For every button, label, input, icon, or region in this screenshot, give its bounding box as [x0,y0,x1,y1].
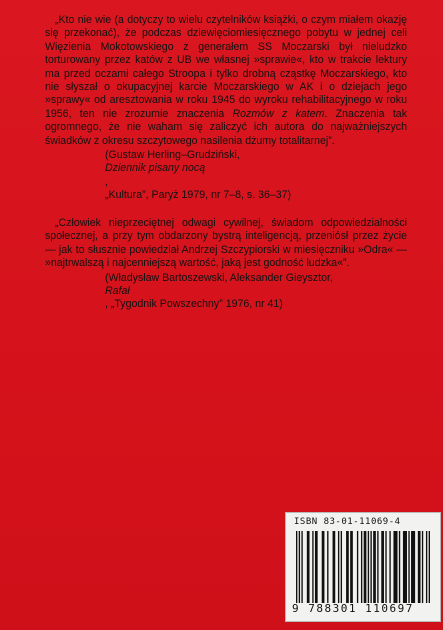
barcode-bar [350,531,353,603]
barcode-bar [346,531,349,603]
barcode-bar [315,531,318,603]
barcode-bar [296,531,297,603]
barcode-bar [418,531,421,603]
quote-body: „Kto nie wie (a dotyczy to wielu czytelników książki, o czym miałem okazję się przekonać), że podczas dziewięciomiesięcznego pobytu w jednej celi Więzienia Mokotowskiego z generałem SS Moczarski był nieludzko torturowany przez katów z UB we własnej »sprawie«, kto w trakcie lektury ma przed oczami całego Stroopa i tylko drobną cząstkę Moczarskiego, kto nie słyszał o okupacyjnej karcie Moczarskiego w AK i o dziejach jego »sprawy« od aresztowania w roku 1945 do wyroku rehabilitacyjnego w roku 1956, ten nie zrozumie znaczenia Rozmów z katem. Znaczenia tak ogromnego, że nie waham się zaliczyć ich autora do najważniejszych świadków z okresu szczytowego nasilenia dżumy totalitarnej”. [45,14,407,147]
barcode-bar [399,531,400,603]
quote-body: „Człowiek nieprzeciętnej odwagi cywilnej, świadom odpowiedzialności społecznej, a przy tym obdarzony bystrą inteligencją, przeniósł przez życie — jak to słusznie powiedział Andrzej Szczypiorski w miesięczniku »Odra« — »najtrwalszą i najcenniejszą wartość, jaką jest godność ludzka«”. [45,217,407,270]
barcode-bar [333,531,336,603]
barcode-bar [429,531,430,603]
barcode-bar [389,531,390,603]
barcode-bar [381,531,384,603]
barcode-bar [338,531,339,603]
barcode-bar [357,531,358,603]
barcode-bar [299,531,300,603]
barcode-bar [307,531,310,603]
barcode-bar [341,531,342,603]
barcode-bar [364,531,367,603]
barcode-bar [373,531,376,603]
barcode-bar [322,531,325,603]
barcode-bar [411,531,415,603]
quote-bartoszewski-gieysztor [45,217,407,312]
barcode-bar [422,531,423,603]
barcode-bar [327,531,328,603]
barcode-bar [408,531,409,603]
ean-number: 9 788301 110697 [292,602,414,615]
barcode-bar [301,531,302,603]
quote-attribution: (Gustaw Herling–Grudziński, Dziennik pisany nocą , „Kultura”, Paryż 1979, nr 7–8, s. 36–37) [105,149,292,202]
quote-attribution: (Władysław Bartoszewski, Aleksander Gieysztor, Rafał , „Tygodnik Powszechny” 1976, nr 41) [105,271,333,311]
barcode-bar [312,531,313,603]
barcode-bar [385,531,386,603]
quote-herling-grudzinski [45,14,407,203]
isbn-number: ISBN 83-01-11069-4 [294,517,401,527]
barcode-bar [393,531,397,603]
barcode-bar [361,531,362,603]
isbn-barcode [285,512,441,622]
barcode-bar [368,531,369,603]
barcode-bar [370,531,371,603]
barcode-bar [377,531,378,603]
barcode-bars [296,531,430,603]
barcode-bar [426,531,427,603]
barcode-bar [403,531,407,603]
